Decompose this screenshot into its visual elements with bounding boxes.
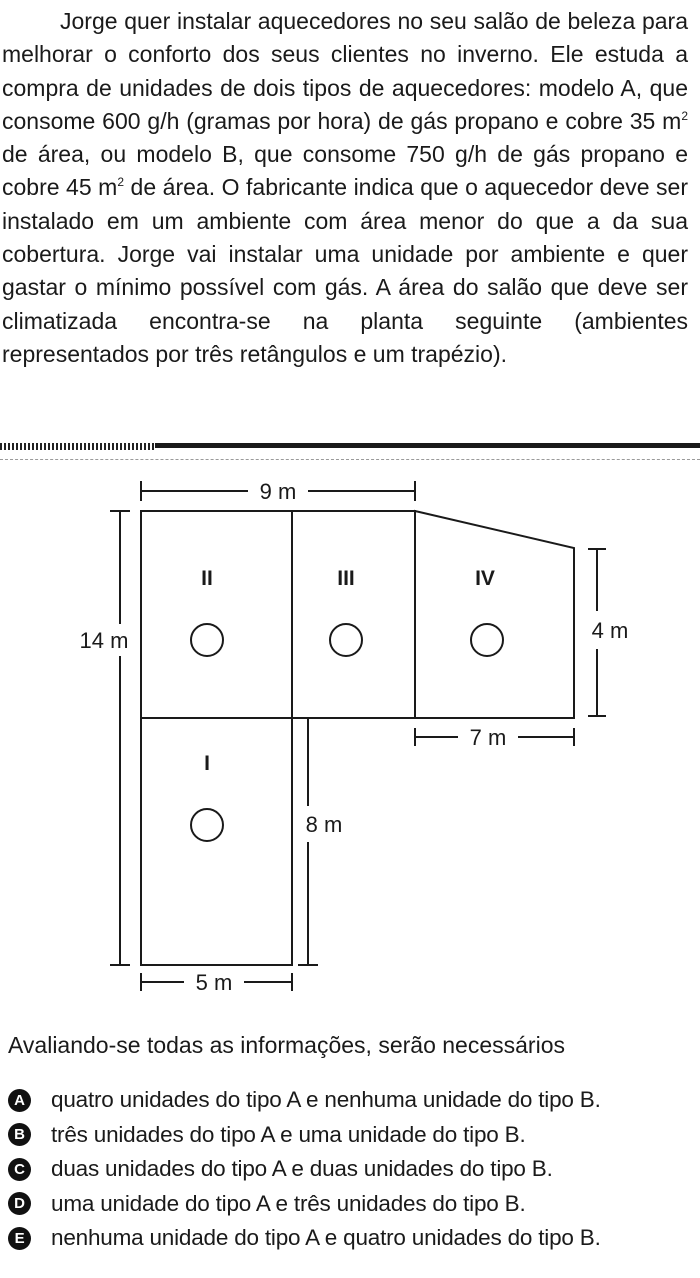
dimension-label-4m: 4 m <box>591 618 629 643</box>
option-text: nenhuma unidade do tipo A e quatro unidades do tipo B. <box>51 1225 601 1251</box>
dimension-label-9m: 9 m <box>259 479 297 504</box>
statement-text: de área. O fabricante indica que o aquecedor deve ser instalado em um ambiente com área menor do que a da sua cobertura. Jorge vai instalar uma unidade por ambiente e quer gastar o mínimo possível com gás. A área do salão que deve ser climatizada encontra-se na planta seguinte (ambientes representados por três retângulos e um trapézio). <box>2 174 689 367</box>
room-label-ii: II <box>201 567 213 590</box>
answer-options <box>8 1083 601 1256</box>
dimension-label-7m: 7 m <box>469 725 507 750</box>
option-letter-badge: C <box>8 1158 31 1181</box>
statement-text: de área, ou modelo B, que consome 750 g/h de gás propano e cobre 45 m <box>2 141 688 201</box>
option-e[interactable] <box>8 1221 601 1256</box>
floor-plan-figure <box>0 470 700 1005</box>
heater-circle-iv <box>471 624 503 656</box>
option-letter-badge: E <box>8 1227 31 1250</box>
room-label-iv: IV <box>475 567 495 590</box>
option-letter-badge: A <box>8 1089 31 1112</box>
question-statement <box>2 5 688 371</box>
option-d[interactable] <box>8 1187 601 1222</box>
room-iv-shape <box>415 511 574 718</box>
heater-circle-i <box>191 809 223 841</box>
dotted-divider <box>0 443 155 450</box>
heater-circle-ii <box>191 624 223 656</box>
option-letter-badge: D <box>8 1192 31 1215</box>
statement-text: Jorge quer instalar aquecedores no seu salão de beleza para melhorar o conforto dos seus clientes no inverno. Ele estuda a compra de unidades de dois tipos de aquecedores: modelo A, que consome 600 g/h (gramas por hora) de gás propano e cobre 35 m <box>2 8 688 134</box>
superscript-2: 2 <box>681 108 688 123</box>
room-label-i: I <box>204 752 210 775</box>
option-text: uma unidade do tipo A e três unidades do tipo B. <box>51 1190 526 1216</box>
question-prompt: Avaliando-se todas as informações, serão necessários <box>8 1032 565 1058</box>
room-i-shape <box>141 718 292 965</box>
option-text: três unidades do tipo A e uma unidade do tipo B. <box>51 1121 526 1147</box>
heater-circle-iii <box>330 624 362 656</box>
dimension-label-5m: 5 m <box>195 970 233 995</box>
superscript-2: 2 <box>117 175 125 190</box>
dimension-label-8m: 8 m <box>305 812 343 837</box>
option-c[interactable] <box>8 1152 601 1187</box>
room-iii-shape <box>292 511 415 718</box>
dimension-label-14m: 14 m <box>79 628 129 653</box>
option-a[interactable] <box>8 1083 601 1118</box>
dashed-divider <box>0 459 700 460</box>
room-label-iii: III <box>337 567 355 590</box>
option-text: quatro unidades do tipo A e nenhuma unidade do tipo B. <box>51 1087 601 1113</box>
option-b[interactable] <box>8 1118 601 1153</box>
option-letter-badge: B <box>8 1123 31 1146</box>
option-text: duas unidades do tipo A e duas unidades do tipo B. <box>51 1156 553 1182</box>
solid-divider <box>155 443 700 448</box>
room-ii-shape <box>141 511 292 718</box>
